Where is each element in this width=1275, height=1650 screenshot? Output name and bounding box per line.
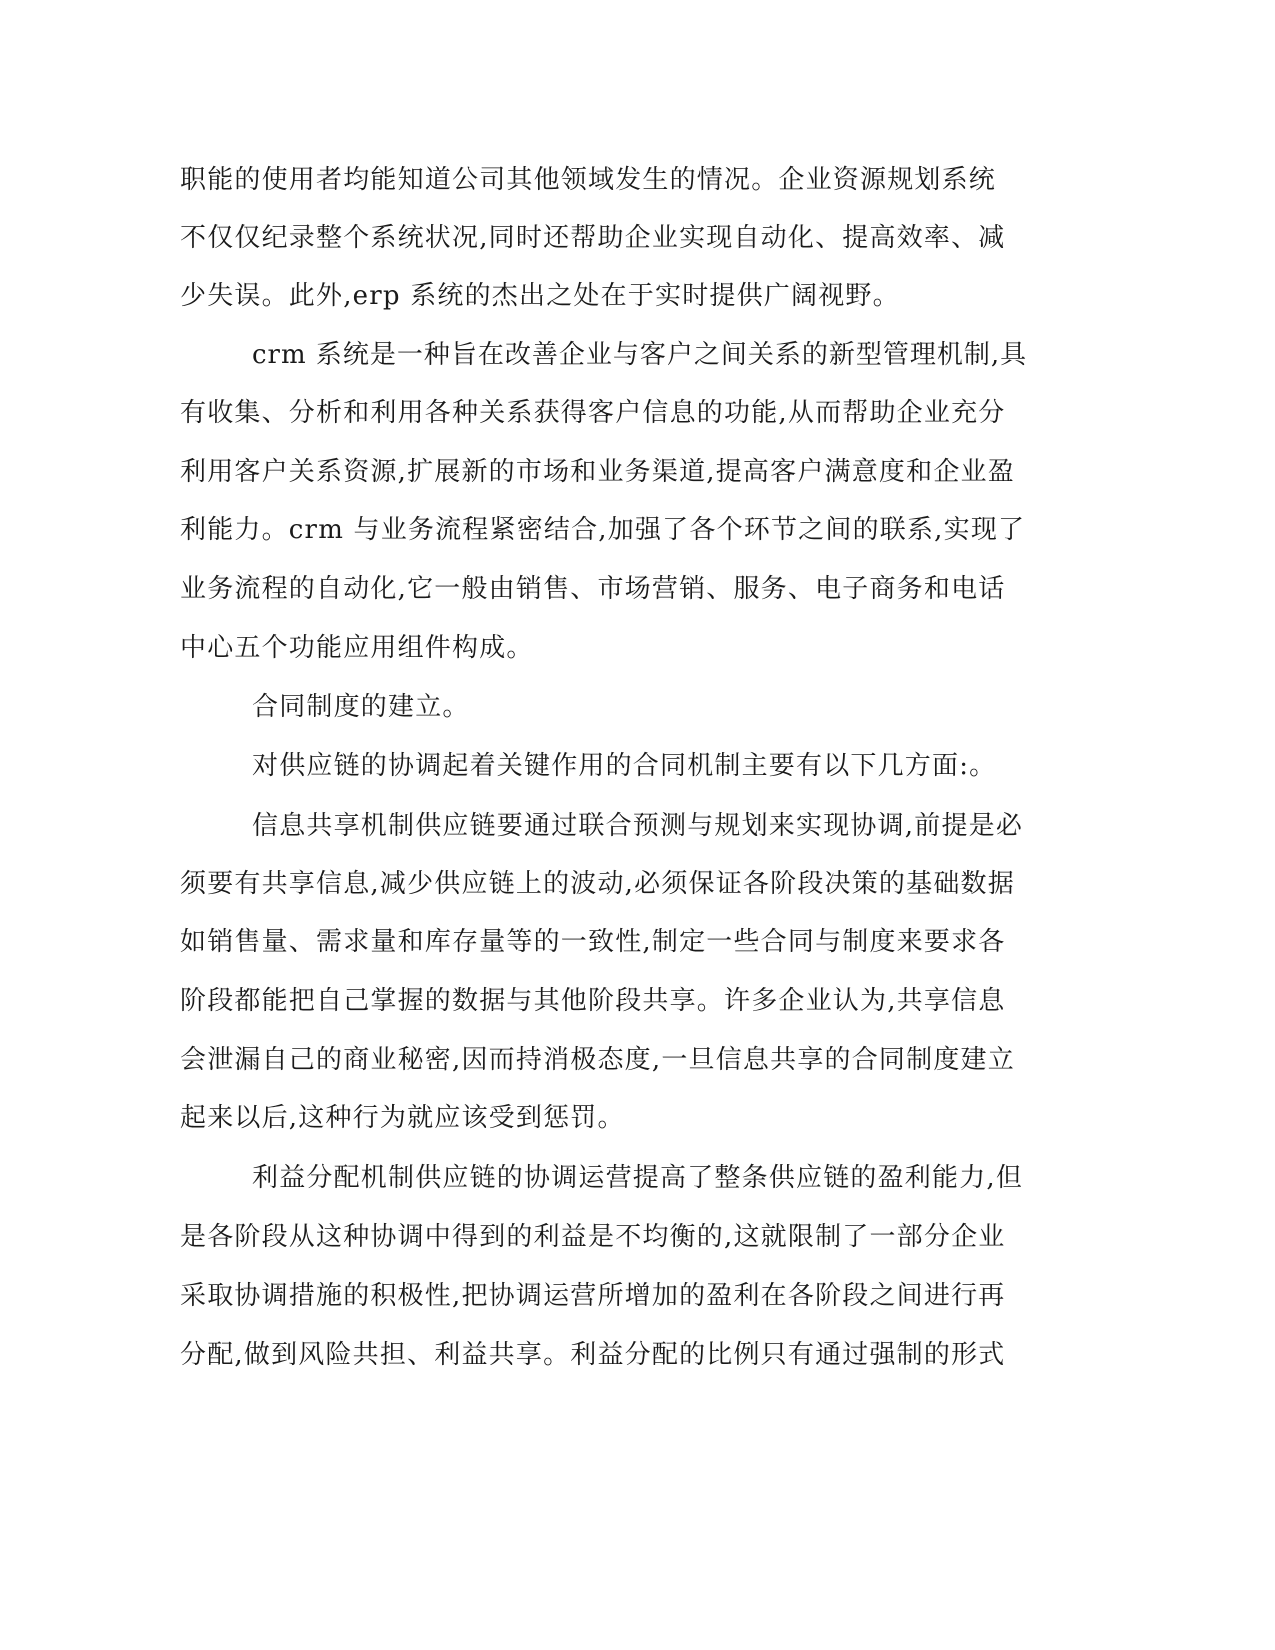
text-line: 利益分配机制供应链的协调运营提高了整条供应链的盈利能力,但 — [252, 1163, 1024, 1193]
text-line: crm 系统是一种旨在改善企业与客户之间关系的新型管理机制,具 — [252, 340, 1028, 370]
text-line: 信息共享机制供应链要通过联合预测与规划来实现协调,前提是必 — [252, 811, 1024, 841]
text-line: 采取协调措施的积极性,把协调运营所增加的盈利在各阶段之间进行再 — [180, 1281, 1006, 1311]
text-line: 起来以后,这种行为就应该受到惩罚。 — [180, 1103, 625, 1133]
text-line: 职能的使用者均能知道公司其他领域发生的情况。企业资源规划系统 — [180, 165, 997, 195]
text-line: 对供应链的协调起着关键作用的合同机制主要有以下几方面:。 — [252, 751, 997, 781]
text-line: 阶段都能把自己掌握的数据与其他阶段共享。许多企业认为,共享信息 — [180, 986, 1006, 1016]
text-line: 是各阶段从这种协调中得到的利益是不均衡的,这就限制了一部分企业 — [180, 1222, 1006, 1252]
text-line: 如销售量、需求量和库存量等的一致性,制定一些合同与制度来要求各 — [180, 927, 1006, 957]
text-line: 会泄漏自己的商业秘密,因而持消极态度,一旦信息共享的合同制度建立 — [180, 1045, 1015, 1075]
text-line: 分配,做到风险共担、利益共享。利益分配的比例只有通过强制的形式 — [180, 1340, 1006, 1370]
text-line: 利用客户关系资源,扩展新的市场和业务渠道,提高客户满意度和企业盈 — [180, 457, 1015, 487]
text-line: 少失误。此外,erp 系统的杰出之处在于实时提供广阔视野。 — [180, 281, 900, 311]
text-line: 合同制度的建立。 — [252, 692, 470, 722]
text-line: 业务流程的自动化,它一般由销售、市场营销、服务、电子商务和电话 — [180, 574, 1006, 604]
text-line: 有收集、分析和利用各种关系获得客户信息的功能,从而帮助企业充分 — [180, 398, 1006, 428]
text-line: 须要有共享信息,减少供应链上的波动,必须保证各阶段决策的基础数据 — [180, 869, 1015, 899]
text-line: 不仅仅纪录整个系统状况,同时还帮助企业实现自动化、提高效率、减 — [180, 223, 1006, 253]
text-line: 中心五个功能应用组件构成。 — [180, 633, 534, 663]
document-body — [180, 0, 1030, 1650]
text-line: 利能力。crm 与业务流程紧密结合,加强了各个环节之间的联系,实现了 — [180, 515, 1026, 545]
